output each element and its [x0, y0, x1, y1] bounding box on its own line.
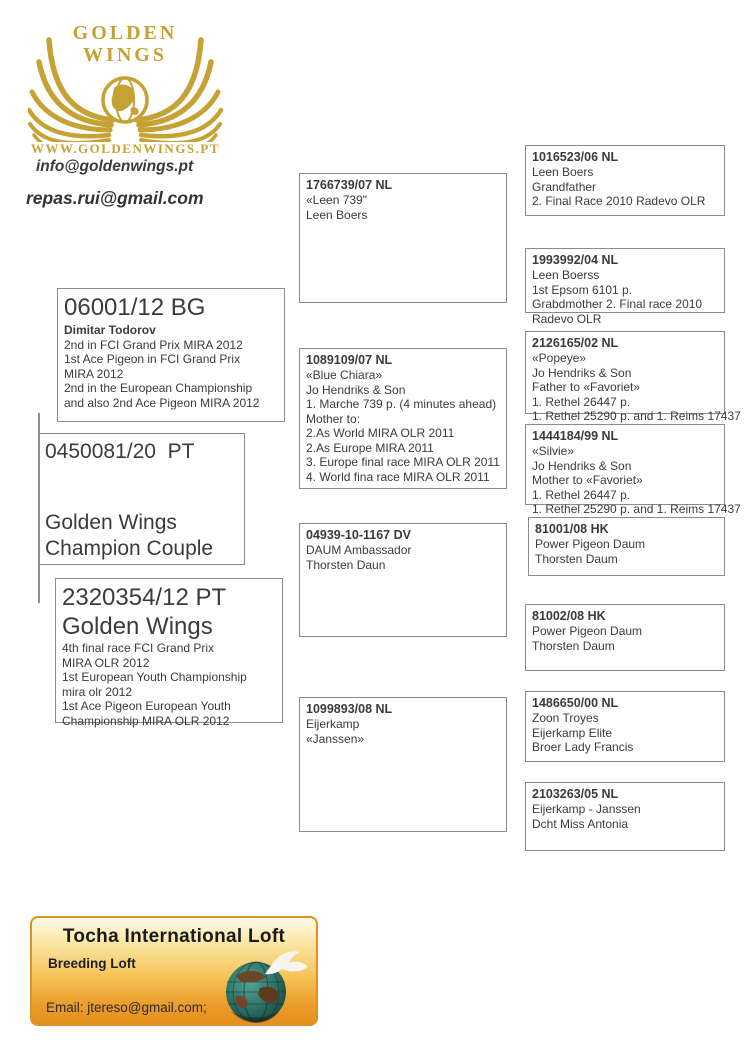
pedigree-line: «Silvie»: [532, 444, 575, 458]
pedigree-line: Eijerkamp: [306, 717, 360, 731]
email-secondary: repas.rui@gmail.com: [26, 188, 204, 208]
pedigree-lines: [532, 351, 741, 424]
pedigree-line: «Leen 739": [306, 193, 367, 207]
pedigree-line: Jo Hendriks & Son: [532, 458, 632, 473]
pedigree-line: Champion Couple: [45, 537, 214, 560]
pedigree-box-r2: [525, 248, 725, 326]
pedigree-box-m3: [299, 523, 507, 637]
pedigree-box-r5: [528, 517, 725, 576]
ring-number: 04939-10-1167 DV: [306, 528, 411, 542]
pedigree-line: Eijerkamp - Janssen: [532, 802, 641, 816]
pedigree-box-r4: [525, 424, 741, 516]
pedigree-lines: [532, 165, 718, 209]
pedigree-line: MIRA 2012: [64, 366, 124, 381]
pedigree-lines: [532, 268, 718, 326]
pedigree-line: and also 2nd Ace Pigeon MIRA 2012: [64, 395, 260, 410]
pedigree-line: Thorsten Daun: [306, 557, 386, 572]
banner-title: Tocha International Loft: [62, 926, 286, 947]
pedigree-box-m4: [299, 697, 507, 832]
logo-title-top: GOLDEN: [72, 22, 178, 44]
pedigree-box-m1: [299, 173, 507, 303]
pedigree-line: 2. Final Race 2010 Radevo OLR: [532, 194, 706, 208]
pedigree-line: DAUM Ambassador: [306, 543, 412, 557]
ring-number: 0450081/20 PT: [45, 440, 195, 463]
pedigree-lines: [306, 368, 500, 484]
email-primary: info@goldenwings.pt: [36, 158, 194, 175]
pedigree-lines: [45, 510, 238, 562]
pedigree-lines: [532, 444, 741, 517]
pedigree-line: 1st Ace Pigeon European Youth: [62, 699, 231, 713]
pedigree-line: 3. Europe final race MIRA OLR 2011: [306, 455, 500, 469]
pedigree-line: «Blue Chiara»: [306, 368, 383, 382]
pedigree-line: Championship MIRA OLR 2012: [62, 713, 230, 728]
pedigree-line: Eijerkamp Elite: [532, 725, 613, 740]
pedigree-line: Power Pigeon Daum: [535, 537, 646, 551]
pedigree-line: MIRA OLR 2012: [62, 655, 150, 670]
pedigree-line: Leen Boers: [306, 207, 368, 222]
pedigree-line: Golden Wings: [45, 511, 177, 534]
pedigree-line: Leen Boerss: [532, 268, 600, 282]
pedigree-line: 1. Marche 739 p. (4 minutes ahead): [306, 397, 497, 411]
pedigree-line: Grabdmother 2. Final race 2010: [532, 297, 703, 311]
pedigree-box-r1: [525, 145, 725, 216]
pedigree-lines: [64, 338, 278, 411]
logo-website: WWW.GOLDENWINGS.PT: [30, 141, 221, 156]
pedigree-lines: [62, 641, 276, 728]
pedigree-box-l2: [38, 433, 245, 565]
ring-number: 1486650/00 NL: [532, 696, 619, 710]
ring-number: 2126165/02 NL: [532, 336, 619, 350]
pedigree-line: Thorsten Daum: [532, 638, 615, 653]
pedigree-box-m2: [299, 348, 507, 489]
banner-subtitle: Breeding Loft: [48, 956, 136, 971]
pedigree-line: Mother to «Favoriet»: [532, 473, 643, 487]
pedigree-box-r6: [525, 604, 725, 671]
globe-dove-icon: [216, 944, 312, 1026]
pedigree-line: Leen Boers: [532, 165, 594, 179]
ring-number: 81002/08 HK: [532, 609, 606, 623]
pedigree-line: 1st Ace Pigeon in FCI Grand Prix: [64, 352, 241, 366]
loft-banner: [30, 916, 318, 1026]
ring-number: 2320354/12 PT: [62, 584, 227, 611]
breeder-name: Dimitar Todorov: [64, 323, 156, 337]
pedigree-line: 2.As World MIRA OLR 2011: [306, 426, 455, 440]
pedigree-lines: [532, 624, 718, 653]
pedigree-box-r3: [525, 331, 741, 423]
pedigree-line: mira olr 2012: [62, 684, 133, 699]
pigeon-name: Golden Wings: [62, 613, 213, 640]
pedigree-line: 1. Rethel 25290 p. and 1. Reims 17437: [532, 502, 741, 516]
pedigree-line: Mother to:: [306, 411, 361, 426]
pedigree-line: 1. Rethel 25290 p. and 1. Reims 17437: [532, 409, 741, 423]
ring-number: 1089109/07 NL: [306, 353, 393, 367]
pedigree-line: 2.As Europe MIRA 2011: [306, 440, 434, 455]
pedigree-lines: [535, 537, 718, 566]
ring-number: 1016523/06 NL: [532, 150, 619, 164]
golden-wings-logo: [28, 12, 223, 142]
ring-number: 81001/08 HK: [535, 522, 609, 536]
pedigree-lines: [532, 711, 718, 755]
pedigree-line: 2nd in FCI Grand Prix MIRA 2012: [64, 337, 243, 352]
pedigree-line: 4th final race FCI Grand Prix: [62, 641, 215, 655]
pedigree-box-l3: [55, 578, 283, 728]
ring-number: 1444184/99 NL: [532, 429, 619, 443]
pedigree-line: 1. Rethel 26447 p.: [532, 487, 631, 502]
ring-number: 06001/12 BG: [64, 294, 206, 321]
pedigree-line: Jo Hendriks & Son: [532, 365, 632, 380]
pedigree-lines: [532, 802, 718, 831]
pedigree-line: 4. World fina race MIRA OLR 2011: [306, 469, 490, 484]
pedigree-line: 2nd in the European Championship: [64, 381, 253, 395]
pedigree-line: Father to «Favoriet»: [532, 380, 641, 394]
pedigree-line: Grandfather: [532, 179, 597, 194]
pedigree-box-l1: [57, 288, 285, 422]
pedigree-line: Jo Hendriks & Son: [306, 382, 406, 397]
pedigree-lines: [306, 543, 500, 572]
pedigree-line: «Janssen»: [306, 731, 365, 746]
pedigree-box-r7: [525, 691, 725, 762]
logo-title-bottom: WINGS: [83, 44, 167, 66]
pedigree-line: Power Pigeon Daum: [532, 624, 643, 638]
banner-email: Email: jtereso@gmail.com;: [46, 1000, 207, 1015]
pedigree-lines: [306, 717, 500, 746]
pedigree-line: Zoon Troyes: [532, 711, 599, 725]
pedigree-line: 1st Epsom 6101 p.: [532, 282, 633, 297]
pedigree-box-r8: [525, 782, 725, 851]
ring-number: 1766739/07 NL: [306, 178, 393, 192]
pedigree-line: Dcht Miss Antonia: [532, 816, 629, 831]
ring-number: 1099893/08 NL: [306, 702, 393, 716]
globe-icon: [103, 78, 147, 122]
ring-number: 2103263/05 NL: [532, 787, 619, 801]
pedigree-line: Broer Lady Francis: [532, 740, 634, 754]
ring-number: 1993992/04 NL: [532, 253, 619, 267]
pedigree-line: 1. Rethel 26447 p.: [532, 394, 631, 409]
pedigree-line: «Popeye»: [532, 351, 587, 365]
pedigree-line: 1st European Youth Championship: [62, 670, 247, 684]
pedigree-lines: [306, 193, 500, 222]
pedigree-line: Thorsten Daum: [535, 551, 618, 566]
pedigree-line: Radevo OLR: [532, 311, 602, 326]
